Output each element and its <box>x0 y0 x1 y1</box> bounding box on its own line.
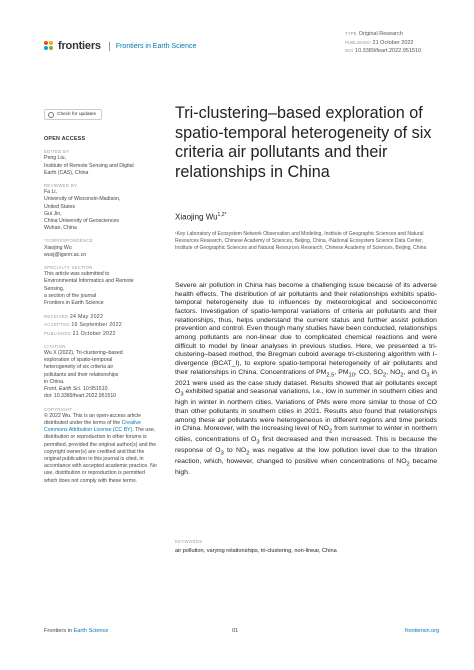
correspondence-label: *CORRESPONDENCE <box>44 238 93 244</box>
citation-label: CITATION <box>44 343 66 349</box>
published-date: 21 October 2022 <box>372 39 414 46</box>
sidebar <box>44 109 159 485</box>
frontiers-logo-icon <box>44 41 54 51</box>
edited-by-label: EDITED BY <box>44 149 70 155</box>
logo-text: frontiers <box>58 40 101 52</box>
page-number: 01 <box>232 628 239 634</box>
email-link[interactable]: wuxj@igsnrr.ac.cn <box>44 251 87 258</box>
citation: Wu X (2022), Tri-clustering–based exploration of spatio-temporal heterogeneity of six criteria air pollutants and their relationships in China. Front. Earth Sci. 10:951510. doi: 10.3389/feart.2022.951510 <box>44 350 159 400</box>
accepted-date: 16 September 2022 <box>71 322 122 329</box>
author-name[interactable]: Xiaojing Wu <box>175 212 218 222</box>
abstract: Severe air pollution in China has become a challenging issue because of its adverse health effects. The distribution of air pollutants and their relationships exhibits spatio-temporal heterogeneity due to influences by meteorological and socioeconomic factors. Investigation of spatio-temporal variations of criteria air pollutants and their relationships, thus, helps understand the current status and further assist pollution prevention and control. Even though many studies have been conducted, relationships among pollutants are non-linear due to complicated chemical reactions and were difficult to model by linear analyses in previous studies. Here, we presented a tri-clustering–based method, the Bregman cuboid average tri-clustering algorithm with I-divergence (BCAT_I), to explore spatio-temporal heterogeneity of air pollutants and their relationships in China. Concentrations of $PM_{2.5}$, $PM_{10}$, CO, $SO_2$, $NO_2$, and $O_3$ in 2021 were used as the case study dataset. Results showed that air pollutants except $O_3$ exhibited spatial and seasonal variations, i.e., low in summer in southern cities and high in winter in northern cities. Variations of PMs were more similar to those of CO than other pollutants in southern cities in 2021. Results also found that relationships among these air pollutants were heterogeneous in different regions and time periods in China. Moreover, with the increasing level of $NO_2$ from summer to winter in northern cities, concentrations of $O_3$ first decreased and then increased. This is because the response of $O_3$ to $NO_2$ was negative at the low pollution level due to the titration reaction, which, however, changed to positive when concentrations of $NO_2$ became high. <box>175 282 438 477</box>
specialty-section: This article was submitted to Environmental Informatics and Remote Sensing, a section of the journal Frontiers in Earth Science <box>44 271 134 307</box>
reviewed-by-label: REVIEWED BY <box>44 183 78 189</box>
copyright-label: COPYRIGHT <box>44 406 73 412</box>
dates: RECEIVED 24 May 2022 ACCEPTED 16 September 2022 PUBLISHED 21 October 2022 <box>44 314 122 337</box>
citation-doi[interactable]: doi: 10.3389/feart.2022.951510 <box>44 393 117 400</box>
author: Xiaojing $Wu^{1,2*}$ <box>175 212 227 222</box>
open-access-label: OPEN ACCESS <box>44 136 86 142</box>
article-meta: TYPE Original Research PUBLISHED 21 October 2022 DOI 10.3389/feart.2022.951510 <box>345 31 422 54</box>
affiliations: ¹Key Laboratory of Ecosystem Network Observation and Modeling, Institute of Geographic Sciences and Natural Resources Research, Chinese Academy of Sciences, Beijing, China, ²National Ecosystem Science Data Center, Institute of Geographic Sciences and Natural Resources Research, Chinese Academy of Sciences, Beijing, China <box>175 231 427 251</box>
site-link[interactable]: frontiersin.org <box>405 628 440 634</box>
article-title: Tri-clustering–based exploration of spatio-temporal heterogeneity of six criteria air pollutants and their relationships in China <box>175 104 432 181</box>
keywords-label: KEYWORDS <box>175 539 203 544</box>
copyright-text: © 2022 Wu. This is an open-access article distributed under the terms of the Creative Commons Attribution License (CC BY). The use, distribution or reproduction in other forums is permitted, provided the original author(s) and the copyright owner(s) are credited and that the original publication in this journal is cited, in accordance with accepted academic practice. No use, distribution or reproduction is permitted which does not comply with these terms. <box>44 412 157 484</box>
keywords: air pollution, varying relationships, tri-clustering, non-linear, China <box>175 548 337 554</box>
doi[interactable]: 10.3389/feart.2022.951510 <box>355 48 422 54</box>
article-type: Original Research <box>358 31 403 37</box>
journal-name[interactable]: Frontiers in Earth Science <box>109 42 197 51</box>
frontiers-logo[interactable] <box>44 40 196 52</box>
check-updates-icon <box>48 112 54 118</box>
sidebar-published-date: 21 October 2022 <box>72 330 116 337</box>
specialty-label: SPECIALTY SECTION <box>44 265 93 271</box>
reviewed-by: Fa Li, University of Wisconsin-Madison, United States Gui Jin, China University of Geosciences Wuhan, China <box>44 189 121 232</box>
correspondence: Xiaojing Wu wuxj@igsnrr.ac.cn <box>44 245 159 259</box>
footer-journal: Frontiers in Earth Science <box>44 628 109 634</box>
license-link[interactable]: Creative Commons Attribution License (CC BY). <box>44 419 141 434</box>
received-date: 24 May 2022 <box>69 314 104 321</box>
check-updates-button[interactable]: Check for updates <box>44 109 102 120</box>
edited-by: Peng Liu, Institute of Remote Sensing and Digital Earth (CAS), China <box>44 155 134 176</box>
